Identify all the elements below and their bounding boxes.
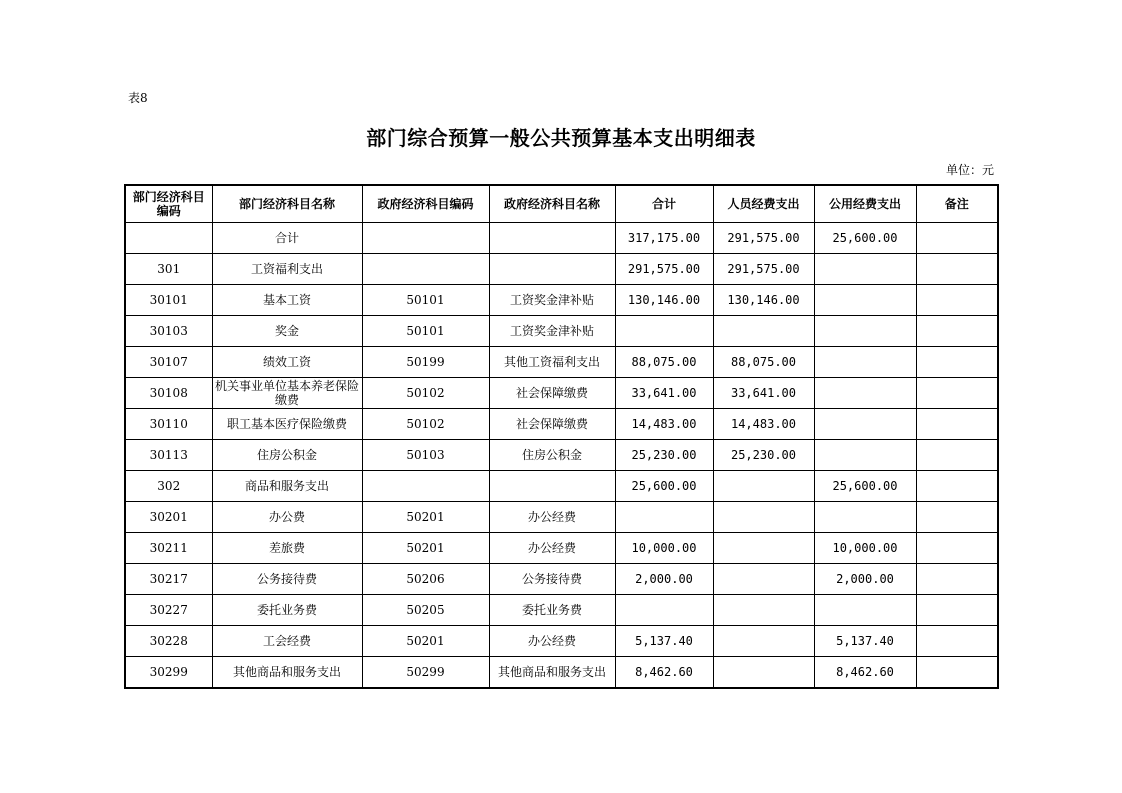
- cell-dept-code: [125, 223, 212, 254]
- header-gov-name: 政府经济科目名称: [489, 185, 615, 223]
- cell-remark: [916, 502, 998, 533]
- cell-gov-code: 50299: [362, 657, 489, 689]
- cell-gov-code: 50101: [362, 285, 489, 316]
- cell-dept-code: 30217: [125, 564, 212, 595]
- table-row: [125, 223, 998, 254]
- cell-remark: [916, 471, 998, 502]
- table-row: [125, 564, 998, 595]
- cell-dept-code: 30113: [125, 440, 212, 471]
- table-row: [125, 285, 998, 316]
- cell-dept-code: 30299: [125, 657, 212, 689]
- table-row: [125, 502, 998, 533]
- header-total: 合计: [615, 185, 713, 223]
- cell-dept-code: 30101: [125, 285, 212, 316]
- table-row: [125, 347, 998, 378]
- cell-public: [814, 595, 916, 626]
- cell-total: [615, 595, 713, 626]
- cell-gov-code: [362, 471, 489, 502]
- cell-gov-code: 50206: [362, 564, 489, 595]
- cell-personnel: [713, 502, 814, 533]
- cell-personnel: 25,230.00: [713, 440, 814, 471]
- cell-public: [814, 502, 916, 533]
- cell-total: 130,146.00: [615, 285, 713, 316]
- cell-remark: [916, 657, 998, 689]
- header-dept-name: 部门经济科目名称: [212, 185, 362, 223]
- cell-dept-name: 奖金: [212, 316, 362, 347]
- cell-dept-code: 30228: [125, 626, 212, 657]
- header-personnel: 人员经费支出: [713, 185, 814, 223]
- cell-total: [615, 316, 713, 347]
- table-row: [125, 657, 998, 689]
- cell-public: [814, 254, 916, 285]
- cell-dept-code: 30227: [125, 595, 212, 626]
- table-row: [125, 626, 998, 657]
- cell-gov-name: 其他商品和服务支出: [489, 657, 615, 689]
- cell-personnel: [713, 533, 814, 564]
- cell-total: [615, 502, 713, 533]
- cell-personnel: [713, 471, 814, 502]
- cell-public: [814, 316, 916, 347]
- cell-dept-name: 商品和服务支出: [212, 471, 362, 502]
- header-public: 公用经费支出: [814, 185, 916, 223]
- cell-dept-name: 机关事业单位基本养老保险缴费: [212, 378, 362, 409]
- page-title: 部门综合预算一般公共预算基本支出明细表: [366, 126, 756, 150]
- table-number: 表8: [128, 91, 148, 105]
- table-header-row: [125, 185, 998, 223]
- cell-dept-name: 职工基本医疗保险缴费: [212, 409, 362, 440]
- cell-total: 2,000.00: [615, 564, 713, 595]
- cell-remark: [916, 440, 998, 471]
- cell-remark: [916, 347, 998, 378]
- cell-gov-name: 委托业务费: [489, 595, 615, 626]
- cell-gov-name: [489, 223, 615, 254]
- cell-gov-code: 50201: [362, 626, 489, 657]
- cell-gov-name: 工资奖金津补贴: [489, 285, 615, 316]
- cell-personnel: 88,075.00: [713, 347, 814, 378]
- cell-dept-name: 委托业务费: [212, 595, 362, 626]
- cell-dept-code: 30107: [125, 347, 212, 378]
- cell-public: [814, 285, 916, 316]
- table-row: [125, 409, 998, 440]
- cell-dept-code: 302: [125, 471, 212, 502]
- cell-personnel: 33,641.00: [713, 378, 814, 409]
- cell-remark: [916, 285, 998, 316]
- cell-dept-code: 30201: [125, 502, 212, 533]
- cell-dept-name: 工会经费: [212, 626, 362, 657]
- cell-personnel: [713, 657, 814, 689]
- cell-remark: [916, 316, 998, 347]
- table-row: [125, 595, 998, 626]
- cell-gov-name: 公务接待费: [489, 564, 615, 595]
- cell-public: [814, 409, 916, 440]
- cell-public: 5,137.40: [814, 626, 916, 657]
- cell-personnel: [713, 626, 814, 657]
- table-row: [125, 471, 998, 502]
- table-row: [125, 533, 998, 564]
- header-gov-code: 政府经济科目编码: [362, 185, 489, 223]
- cell-remark: [916, 626, 998, 657]
- cell-remark: [916, 223, 998, 254]
- cell-dept-name: 工资福利支出: [212, 254, 362, 285]
- cell-dept-name: 基本工资: [212, 285, 362, 316]
- cell-dept-code: 30110: [125, 409, 212, 440]
- table-row: [125, 378, 998, 409]
- header-remark: 备注: [916, 185, 998, 223]
- cell-remark: [916, 533, 998, 564]
- cell-public: [814, 347, 916, 378]
- cell-dept-name: 公务接待费: [212, 564, 362, 595]
- cell-gov-name: 工资奖金津补贴: [489, 316, 615, 347]
- cell-public: 25,600.00: [814, 471, 916, 502]
- header-dept-code: 部门经济科目编码: [125, 185, 212, 223]
- cell-gov-name: 其他工资福利支出: [489, 347, 615, 378]
- cell-total: 317,175.00: [615, 223, 713, 254]
- cell-total: 25,230.00: [615, 440, 713, 471]
- cell-personnel: 291,575.00: [713, 254, 814, 285]
- cell-gov-code: [362, 254, 489, 285]
- cell-gov-code: 50205: [362, 595, 489, 626]
- cell-total: 10,000.00: [615, 533, 713, 564]
- cell-personnel: [713, 564, 814, 595]
- cell-total: 25,600.00: [615, 471, 713, 502]
- cell-gov-name: 社会保障缴费: [489, 378, 615, 409]
- cell-dept-name: 住房公积金: [212, 440, 362, 471]
- cell-remark: [916, 378, 998, 409]
- cell-dept-name: 绩效工资: [212, 347, 362, 378]
- cell-total: 291,575.00: [615, 254, 713, 285]
- budget-table: [124, 184, 999, 689]
- cell-total: 8,462.60: [615, 657, 713, 689]
- cell-dept-code: 30108: [125, 378, 212, 409]
- table-body: [125, 223, 998, 689]
- table-row: [125, 316, 998, 347]
- cell-remark: [916, 254, 998, 285]
- cell-total: 33,641.00: [615, 378, 713, 409]
- cell-dept-name: 差旅费: [212, 533, 362, 564]
- cell-public: [814, 378, 916, 409]
- cell-gov-code: 50201: [362, 533, 489, 564]
- cell-gov-code: [362, 223, 489, 254]
- cell-public: 8,462.60: [814, 657, 916, 689]
- table-row: [125, 440, 998, 471]
- cell-dept-code: 30103: [125, 316, 212, 347]
- cell-gov-name: [489, 471, 615, 502]
- cell-total: 14,483.00: [615, 409, 713, 440]
- cell-remark: [916, 595, 998, 626]
- cell-gov-name: 办公经费: [489, 502, 615, 533]
- table-row: [125, 254, 998, 285]
- cell-total: 88,075.00: [615, 347, 713, 378]
- cell-dept-name: 其他商品和服务支出: [212, 657, 362, 689]
- cell-dept-name: 办公费: [212, 502, 362, 533]
- cell-gov-name: 住房公积金: [489, 440, 615, 471]
- cell-gov-name: 社会保障缴费: [489, 409, 615, 440]
- cell-gov-code: 50201: [362, 502, 489, 533]
- cell-gov-code: 50102: [362, 409, 489, 440]
- cell-personnel: 291,575.00: [713, 223, 814, 254]
- cell-personnel: [713, 316, 814, 347]
- cell-gov-code: 50102: [362, 378, 489, 409]
- cell-personnel: 130,146.00: [713, 285, 814, 316]
- cell-dept-code: 30211: [125, 533, 212, 564]
- cell-gov-code: 50199: [362, 347, 489, 378]
- cell-personnel: 14,483.00: [713, 409, 814, 440]
- cell-gov-name: 办公经费: [489, 533, 615, 564]
- cell-dept-code: 301: [125, 254, 212, 285]
- unit-label: 单位：元: [946, 163, 995, 177]
- cell-gov-name: 办公经费: [489, 626, 615, 657]
- cell-dept-name: 合计: [212, 223, 362, 254]
- cell-total: 5,137.40: [615, 626, 713, 657]
- cell-remark: [916, 564, 998, 595]
- cell-public: 25,600.00: [814, 223, 916, 254]
- cell-gov-code: 50101: [362, 316, 489, 347]
- cell-gov-code: 50103: [362, 440, 489, 471]
- cell-public: 2,000.00: [814, 564, 916, 595]
- cell-remark: [916, 409, 998, 440]
- cell-public: [814, 440, 916, 471]
- cell-public: 10,000.00: [814, 533, 916, 564]
- cell-gov-name: [489, 254, 615, 285]
- cell-personnel: [713, 595, 814, 626]
